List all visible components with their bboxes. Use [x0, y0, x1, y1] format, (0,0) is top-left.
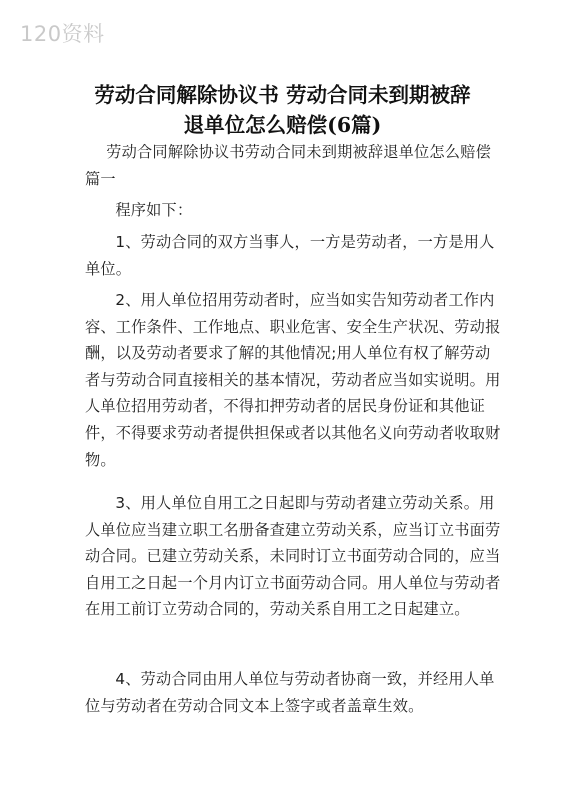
document-title-line-1: 劳动合同解除协议书 劳动合同未到期被辞: [94, 83, 471, 107]
paragraph-item-2: 2、用人单位招用劳动者时，应当如实告知劳动者工作内容、工作条件、工作地点、职业危害、安全生产状况、劳动报酬，以及劳动者要求了解的其他情况;用人单位有权了解劳动者与劳动合同直接相关的基本情况，劳动者应当如实说明。用人单位招用劳动者，不得扣押劳动者的居民身份证和其他证件，不得要求劳动者提供担保或者以其他名义向劳动者收取财物。: [85, 291, 501, 469]
paragraph-item-4: 4、劳动合同由用人单位与劳动者协商一致，并经用人单位与劳动者在劳动合同文本上签字或者盖章生效。: [85, 670, 495, 715]
paragraph-item-1: 1、劳动合同的双方当事人，一方是劳动者，一方是用人单位。: [85, 233, 495, 278]
procedure-heading: 程序如下：: [115, 201, 193, 219]
document-title-line-2: 退单位怎么赔偿(6篇): [183, 113, 382, 137]
paragraph-item-3: 3、用人单位自用工之日起即与劳动者建立劳动关系。用人单位应当建立职工名册备查建立劳动关系，应当订立书面劳动合同。已建立劳动关系，未同时订立书面劳动合同的，应当自用工之日起一个月内订立书面劳动合同。用人单位与劳动者在用工前订立劳动合同的，劳动关系自用工之日起建立。: [85, 494, 501, 619]
intro-paragraph: 劳动合同解除协议书劳动合同未到期被辞退单位怎么赔偿篇一: [85, 143, 491, 188]
watermark-logo: 120资料: [20, 22, 105, 46]
